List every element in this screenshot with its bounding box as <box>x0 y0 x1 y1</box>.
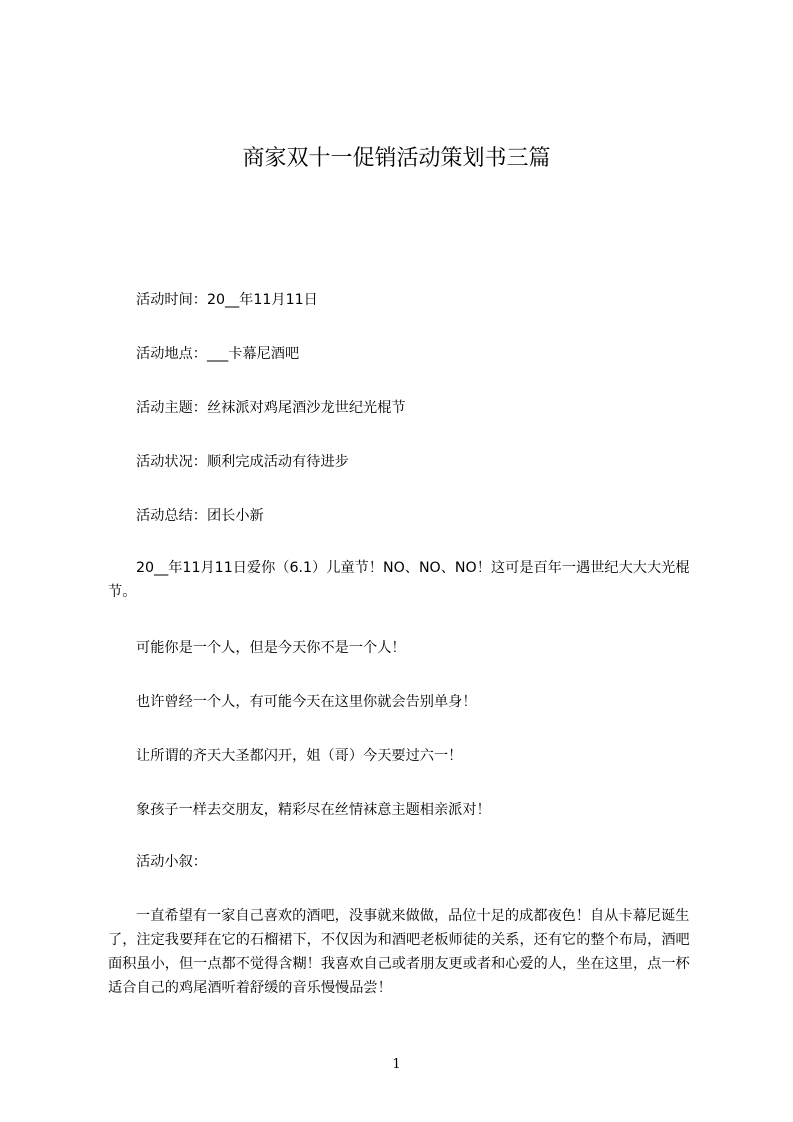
activity-location-paragraph: 活动地点：___卡幕尼酒吧 <box>136 346 300 362</box>
page-number: 1 <box>392 1057 401 1072</box>
activity-time-paragraph: 活动时间：20__年11月11日 <box>136 292 318 308</box>
intro-paragraph: 20__年11月11日爱你（6.1）儿童节！NO、NO、NO！这可是百年一遇世纪大大大光棍节。 <box>108 560 690 600</box>
activity-narrative-heading: 活动小叙： <box>136 854 207 870</box>
narrative-paragraph: 一直希望有一家自己喜欢的酒吧，没事就来做做，品位十足的成都夜色！自从卡幕尼诞生了，注定我要拜在它的石榴裙下，不仅因为和酒吧老板师徒的关系，还有它的整个布局，酒吧面积虽小，但一点都不觉得含糊！我喜欢自己或者朋友更或者和心爱的人，坐在这里，点一杯适合自己的鸡尾酒听着舒缓的音乐慢慢品尝！ <box>108 908 690 996</box>
body-paragraph: 象孩子一样去交朋友，精彩尽在丝情袜意主题相亲派对！ <box>136 802 491 818</box>
body-paragraph: 也许曾经一个人，有可能今天在这里你就会告别单身！ <box>136 694 477 710</box>
body-paragraph: 让所谓的齐天大圣都闪开，姐（哥）今天要过六一！ <box>136 748 463 764</box>
activity-status-paragraph: 活动状况：顺利完成活动有待进步 <box>136 454 349 470</box>
document-title: 商家双十一促销活动策划书三篇 <box>242 146 551 171</box>
body-paragraph: 可能你是一个人，但是今天你不是一个人！ <box>136 640 406 656</box>
activity-theme-paragraph: 活动主题：丝袜派对鸡尾酒沙龙世纪光棍节 <box>136 400 406 416</box>
activity-summary-paragraph: 活动总结：团长小新 <box>136 508 264 524</box>
